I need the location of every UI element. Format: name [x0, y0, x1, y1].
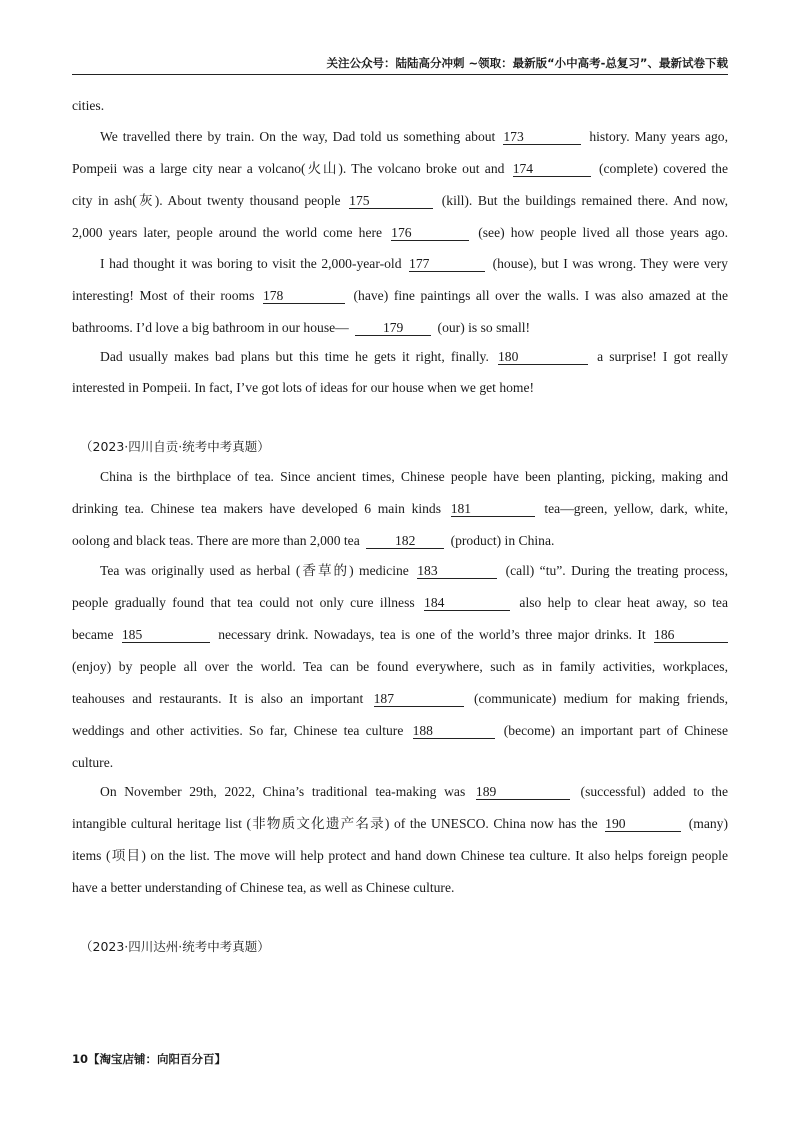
passage-line: 2,000 years later, people around the world come here 176 (see) how people lived all those years ago. — [72, 225, 729, 240]
passage-line: Dad usually makes bad plans but this time he gets it right, finally. 180 a surprise! I got really — [100, 349, 729, 364]
passage-line: bathrooms. I’d love a big bathroom in our house— 179 (our) is so small! — [72, 320, 531, 335]
passage-line: Tea was originally used as herbal (香草的) medicine 183 (call) “tu”. During the treating process, — [100, 563, 729, 578]
answer-blank-179[interactable]: 179 — [355, 320, 431, 336]
passage-line: became 185 necessary drink. Nowadays, tea is one of the world’s three major drinks. It 186 — [72, 625, 728, 645]
passage-line: (enjoy) by people all over the world. Tea can be found everywhere, such as in family activities, workplaces, — [72, 659, 728, 674]
passage-line: Pompeii was a large city near a volcano(火山). The volcano broke out and 174 (complete) covered the — [72, 161, 728, 176]
answer-blank-181[interactable]: 181 — [451, 501, 535, 517]
answer-blank-177[interactable]: 177 — [409, 256, 485, 272]
answer-blank-180[interactable]: 180 — [498, 349, 588, 365]
passage-line: weddings and other activities. So far, Chinese tea culture 188 (become) an important part of Chinese — [72, 723, 728, 738]
passage-line: On November 29th, 2022, China’s traditional tea-making was 189 (successful) added to the — [100, 784, 729, 799]
passage-line: oolong and black teas. There are more than 2,000 tea 182 (product) in China. — [72, 533, 555, 548]
passage-line: drinking tea. Chinese tea makers have developed 6 main kinds 181 tea—green, yellow, dark, white, — [72, 501, 728, 516]
answer-blank-188[interactable]: 188 — [413, 723, 495, 739]
passage-line: interested in Pompeii. In fact, I’ve got lots of ideas for our house when we get home! — [72, 380, 535, 395]
page-footer: 10【淘宝店铺：向阳百分百】 — [72, 1052, 227, 1066]
question-source: （2023·四川达州·统考中考真题） — [80, 939, 270, 954]
answer-blank-185[interactable]: 185 — [122, 627, 210, 643]
passage-line: culture. — [72, 755, 114, 770]
passage-line: city in ash(灰). About twenty thousand people 175 (kill). But the buildings remained there. And now, — [72, 193, 728, 208]
answer-blank-173[interactable]: 173 — [503, 129, 581, 145]
passage-line: people gradually found that tea could not only cure illness 184 also help to clear heat away, so tea — [72, 595, 728, 610]
passage-line: interesting! Most of their rooms 178 (have) fine paintings all over the walls. I was also amazed at the — [72, 288, 728, 303]
page-header: 关注公众号：陆陆高分冲刺 ~领取：最新版“小中高考-总复习”、最新试卷下载 — [72, 56, 728, 75]
passage-line: I had thought it was boring to visit the 2,000-year-old 177 (house), but I was wrong. They were very — [100, 256, 728, 271]
answer-blank-175[interactable]: 175 — [349, 193, 433, 209]
answer-blank-178[interactable]: 178 — [263, 288, 345, 304]
answer-blank-174[interactable]: 174 — [513, 161, 591, 177]
answer-blank-183[interactable]: 183 — [417, 563, 497, 579]
answer-blank-182[interactable]: 182 — [366, 533, 444, 549]
answer-blank-176[interactable]: 176 — [391, 225, 469, 241]
question-source: （2023·四川自贡·统考中考真题） — [80, 439, 270, 454]
passage-line: We travelled there by train. On the way, Dad told us something about 173 history. Many years ago, — [100, 129, 728, 144]
answer-blank-186[interactable]: 186 — [654, 627, 728, 643]
passage-line: intangible cultural heritage list (非物质文化遗产名录) of the UNESCO. China now has the 190 (many) — [72, 816, 728, 831]
passage-line: China is the birthplace of tea. Since ancient times, Chinese people have been planting, picking, making and — [100, 469, 728, 484]
passage-line: teahouses and restaurants. It is also an important 187 (communicate) medium for making friends, — [72, 691, 728, 706]
passage-line: cities. — [72, 98, 105, 113]
passage-line: items (项目) on the list. The move will help protect and hand down Chinese tea culture. It also helps foreign people — [72, 848, 728, 863]
answer-blank-184[interactable]: 184 — [424, 595, 510, 611]
answer-blank-187[interactable]: 187 — [374, 691, 464, 707]
answer-blank-190[interactable]: 190 — [605, 816, 681, 832]
passage-line: have a better understanding of Chinese tea, as well as Chinese culture. — [72, 880, 455, 895]
answer-blank-189[interactable]: 189 — [476, 784, 570, 800]
